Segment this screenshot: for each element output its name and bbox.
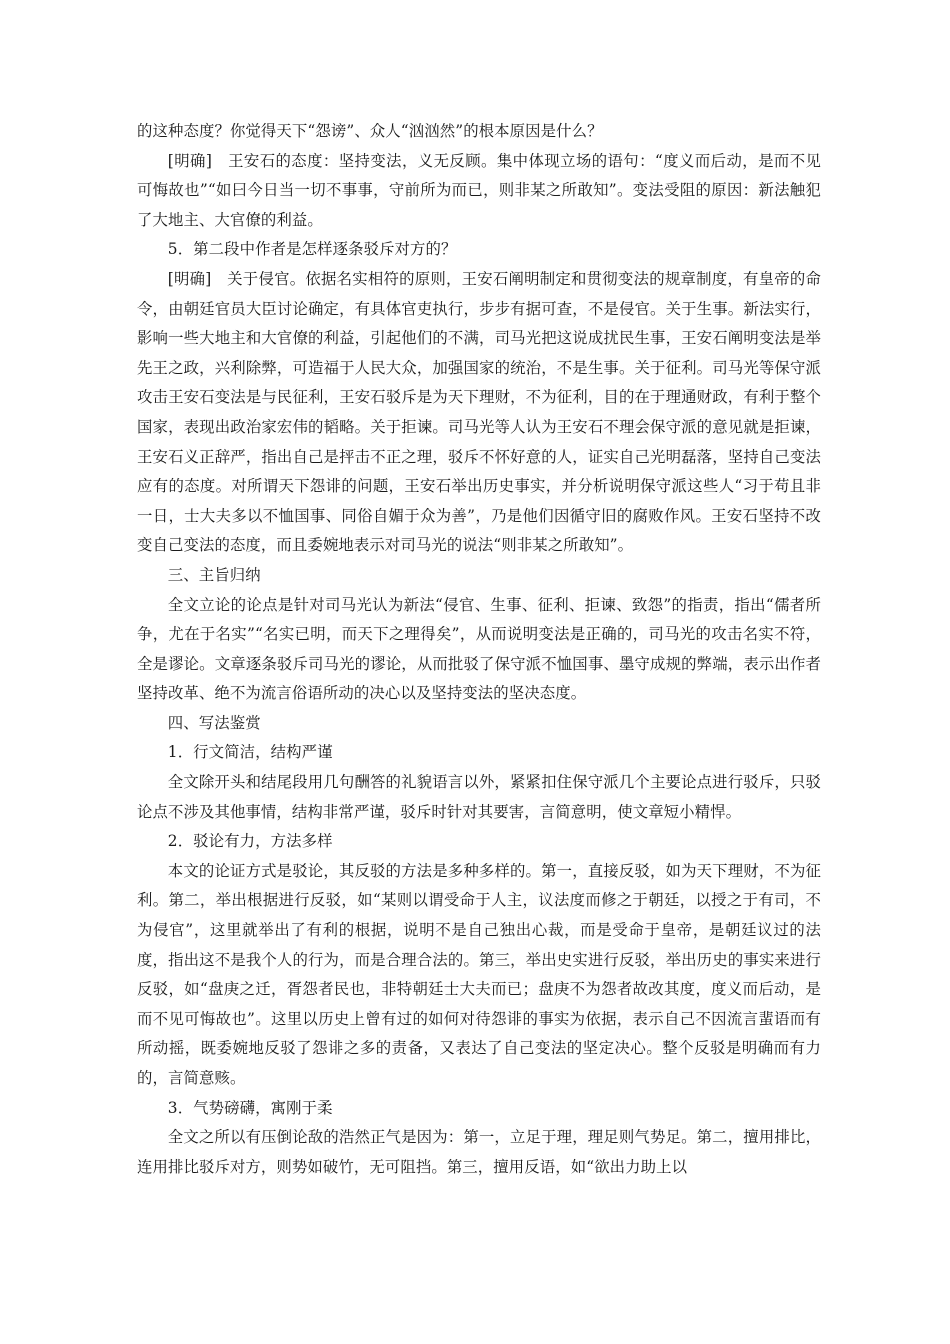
paragraph-answer-refutation: [明确] 关于侵官。依据名实相符的原则，王安石阐明制定和贯彻变法的规章制度，有皇帝的命令，由朝廷官员大臣讨论确定，有具体官吏执行，步步有据可查，不是侵官。关于生事。新法实行，影响一些大地主和大官僚的利益，引起他们的不满，司马光把这说成扰民生事，王安石阐明变法是举先王之政，兴利除弊，可造福于人民大众，加强国家的统治，不是生事。关于征利。司马光等保守派攻击王安石变法是与民征利，王安石驳斥是为天下理财，不为征利，目的在于理通财政，有利于整个国家，表现出政治家宏伟的韬略。关于拒谏。司马光等人认为王安石不理会保守派的意见就是拒谏，王安石义正辞严，指出自己是抨击不正之理，驳斥不怀好意的人，证实自己光明磊落，坚持自己变法应有的态度。对所谓天下怨诽的问题，王安石举出历史事实，并分析说明保守派这些人“习于苟且非一日，士大夫多以不恤国事、同俗自媚于众为善”，乃是他们因循守旧的腐败作风。王安石坚持不改变自己变法的态度，而且委婉地表示对司马光的说法“则非某之所敢知”。 <box>137 269 821 555</box>
paragraph-question-continuation: 的这种态度？你觉得天下“怨谤”、众人“汹汹然”的根本原因是什么？ <box>137 122 603 140</box>
paragraph-answer-attitude: [明确] 王安石的态度：坚持变法，义无反顾。集中体现立场的语句：“度义而后动，是而不见可悔故也”“如曰今日当一切不事事，守前所为而已，则非某之所敢知”。变法受阻的原因：新法触犯了大地主、大官僚的利益。 <box>137 151 821 229</box>
document-page <box>137 117 821 1182</box>
paragraph-question-5: 5．第二段中作者是怎样逐条驳斥对方的？ <box>167 240 457 259</box>
paragraph-momentum: 全文之所以有压倒论敌的浩然正气是因为：第一，立足于理，理足则气势足。第二，擅用排比，连用排比驳斥对方，则势如破竹，无可阻挡。第三，擅用反语，如“欲出力助上以 <box>137 1128 821 1176</box>
paragraph-concise-structure: 全文除开头和结尾段用几句酬答的礼貌语言以外，紧紧扣住保守派几个主要论点进行驳斥，只驳论点不涉及其他事情，结构非常严谨，驳斥时针对其要害，言简意明，使文章短小精悍。 <box>137 773 821 821</box>
paragraph-refutation-methods: 本文的论证方式是驳论，其反驳的方法是多种多样的。第一，直接反驳，如为天下理财，不为征利。第二，举出根据进行反驳，如“某则以谓受命于人主，议法度而修之于朝廷，以授之于有司，不为侵官”，这里就举出了有利的根据，说明不是自己独出心裁，而是受命于皇帝，是朝廷议过的法度，指出这不是我个人的行为，而是合理合法的。第三，举出史实进行反驳，举出历史的事实来进行反驳，如“盘庚之迁，胥怨者民也，非特朝廷士大夫而已；盘庚不为怨者故改其度，度义而后动，是而不见可悔故也”。这里以历史上曾有过的如何对待怨诽的事实为依据，表示自己不因流言蜚语而有所动摇，既委婉地反驳了怨诽之多的责备，又表达了自己变法的坚定决心。整个反驳是明确而有力的，言简意赅。 <box>137 861 821 1087</box>
subheading-refutation-methods: 2．驳论有力，方法多样 <box>167 832 333 851</box>
heading-theme-summary: 三、主旨归纳 <box>167 565 261 584</box>
subheading-momentum: 3．气势磅礴，寓刚于柔 <box>167 1098 333 1117</box>
paragraph-theme-summary: 全文立论的论点是针对司马光认为新法“侵官、生事、征利、拒谏、致怨”的指责，指出“儒者所争，尤在于名实”“名实已明，而天下之理得矣”，从而说明变法是正确的，司马光的攻击名实不符，全是谬论。文章逐条驳斥司马光的谬论，从而批驳了保守派不恤国事、墨守成规的弊端，表示出作者坚持改革、绝不为流言俗语所动的决心以及坚持变法的坚决态度。 <box>137 595 821 703</box>
subheading-concise-structure: 1．行文简洁，结构严谨 <box>167 743 333 762</box>
heading-writing-appreciation: 四、写法鉴赏 <box>167 713 261 732</box>
